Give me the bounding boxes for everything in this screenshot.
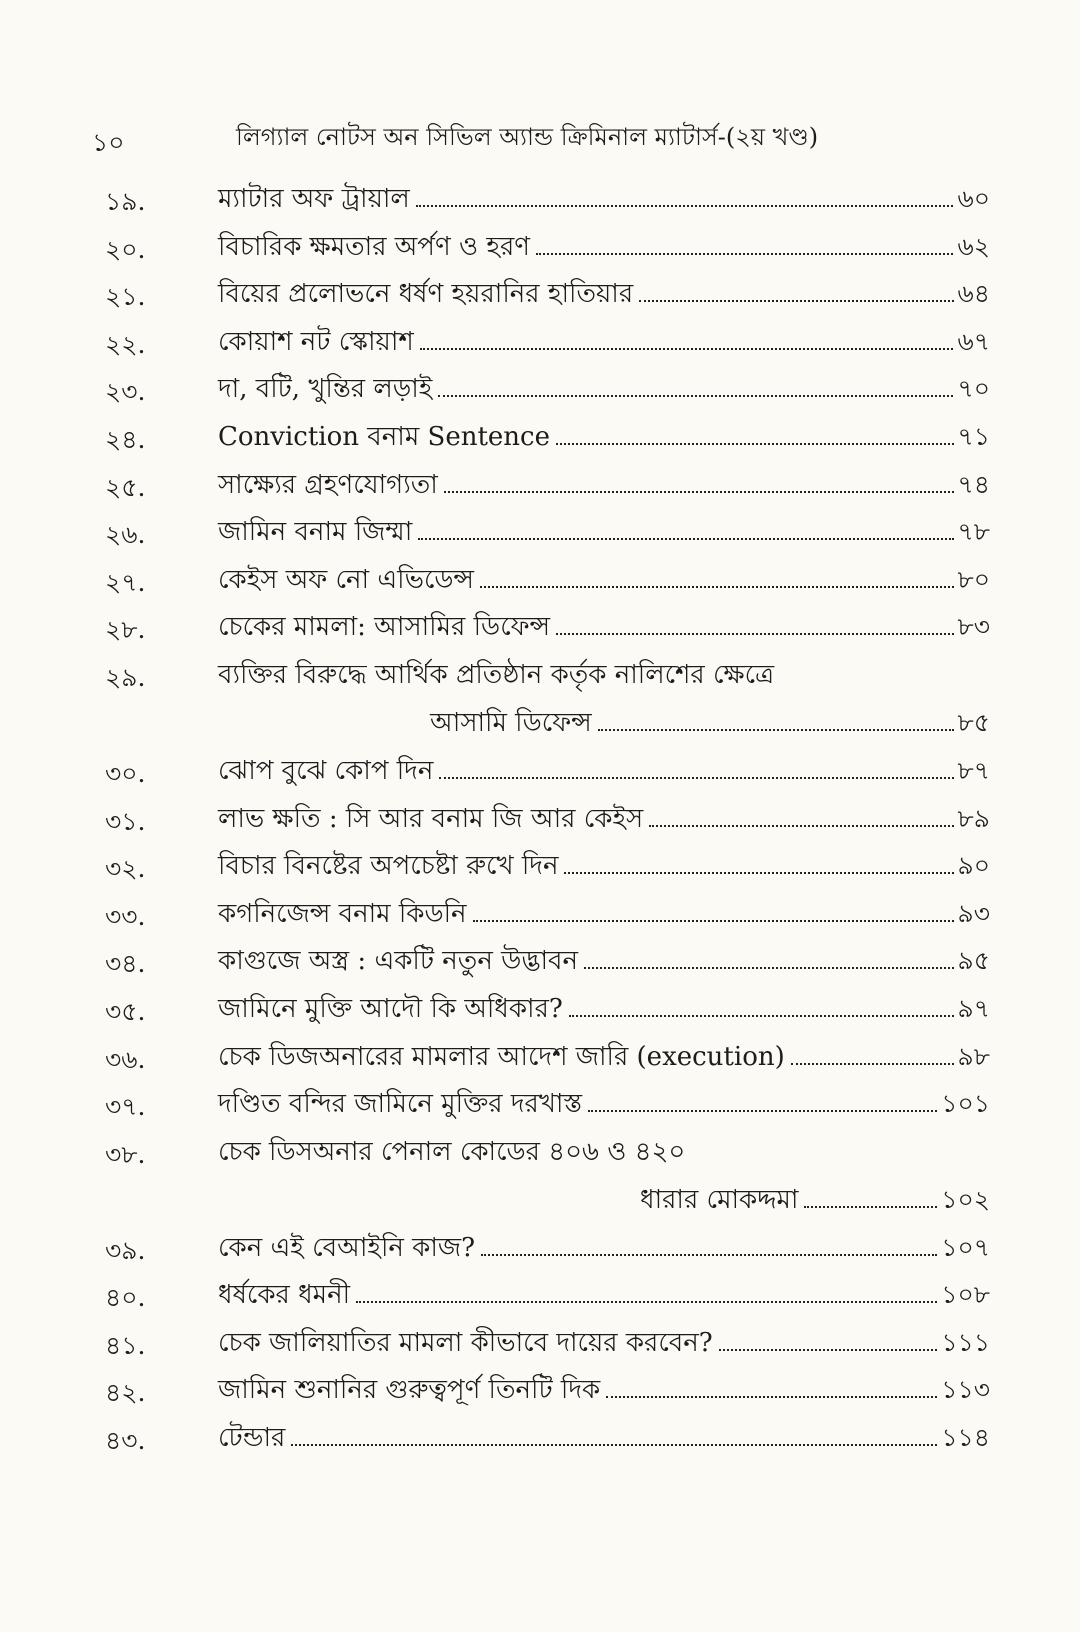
dot-leader — [791, 1063, 954, 1065]
entry-page: ৯৩ — [957, 898, 990, 928]
entry-number: ৩৪. — [105, 949, 146, 979]
entry-title: ম্যাটার অফ ট্রায়াল — [218, 184, 410, 214]
entry-page: ৬০ — [957, 184, 990, 213]
entry-number: ২৯. — [105, 662, 146, 692]
entry-number: ২১. — [105, 282, 146, 312]
entry-title: টেন্ডার — [218, 1423, 286, 1454]
entry-line — [218, 559, 990, 603]
dot-leader — [804, 1206, 937, 1208]
toc-entry — [0, 1272, 1080, 1320]
dot-leader — [416, 205, 954, 207]
entry-line — [218, 178, 990, 222]
toc-entry — [0, 366, 1080, 414]
entry-line — [218, 606, 990, 650]
entry-number: ৪১. — [105, 1330, 146, 1360]
entry-page: ৭৪ — [957, 469, 990, 499]
entry-number: ৩৮. — [105, 1139, 146, 1169]
dot-leader — [444, 491, 954, 493]
entry-title: কগনিজেন্স বনাম কিডনি — [218, 898, 467, 929]
running-title: লিগ্যাল নোটস অন সিভিল অ্যান্ড ক্রিমিনাল ম্যাটার্স-(২য় খণ্ড) — [236, 123, 819, 151]
entry-line — [218, 1369, 990, 1413]
entry-page: ৬৪ — [957, 279, 990, 309]
entry-title: ব্যক্তির বিরুদ্ধে আর্থিক প্রতিষ্ঠান কর্তৃক নালিশের ক্ষেত্রে — [218, 659, 775, 690]
entry-line — [218, 1417, 990, 1461]
entry-page: ১০৭ — [941, 1232, 990, 1262]
entry-line — [218, 1227, 990, 1271]
entry-page: ৮৫ — [957, 707, 990, 737]
dot-leader — [719, 1349, 938, 1351]
entry-line — [218, 1083, 990, 1127]
entry-title: কেইস অফ নো এভিডেন্স — [218, 564, 474, 595]
entry-number: ২৭. — [105, 567, 146, 597]
entry-line — [218, 940, 990, 984]
entry-title: ঝোপ বুঝে কোপ দিন — [218, 755, 434, 786]
entry-number: ৩৩. — [105, 901, 146, 931]
toc-entry — [0, 1415, 1080, 1463]
entry-title: চেক ডিজঅনারের মামলার আদেশ জারি (execution) — [218, 1041, 785, 1072]
entry-page: ১০২ — [941, 1184, 990, 1214]
toc-entry — [0, 509, 1080, 557]
entry-page: ১১১ — [941, 1327, 990, 1357]
toc-entry — [0, 604, 1080, 652]
toc-entry — [0, 1225, 1080, 1273]
toc-entry — [0, 796, 1080, 844]
entry-title-continuation: ধারার মোকদ্দমা — [640, 1184, 799, 1215]
toc-entry — [0, 176, 1080, 224]
dot-leader — [584, 967, 954, 969]
toc-entry — [0, 224, 1080, 272]
toc-entry — [0, 938, 1080, 986]
entry-number: ২৮. — [105, 615, 146, 645]
dot-leader — [536, 253, 953, 255]
entry-line — [218, 416, 990, 460]
entry-number: ৪০. — [105, 1283, 146, 1313]
dot-leader — [291, 1444, 937, 1446]
entry-title: ধর্ষকের ধমনী — [218, 1280, 351, 1311]
entry-page: ৯৭ — [957, 993, 990, 1023]
entry-number: ৩৫. — [105, 996, 146, 1026]
entry-page: ৮৩ — [957, 612, 990, 642]
entry-line — [218, 368, 990, 412]
toc-entry — [0, 319, 1080, 367]
dot-leader — [639, 300, 953, 302]
entry-number: ৩৯. — [105, 1235, 146, 1265]
entry-title: জামিনে মুক্তি আদৌ কি অধিকার? — [218, 993, 563, 1024]
toc-entry — [0, 1367, 1080, 1415]
entry-page: ১০৮ — [941, 1280, 990, 1310]
toc-entry — [0, 271, 1080, 319]
entry-page: ৮৭ — [957, 755, 990, 785]
toc-entry — [0, 748, 1080, 796]
entry-line — [218, 226, 990, 270]
entry-number: ৩৭. — [105, 1092, 146, 1122]
entry-line — [218, 273, 990, 317]
entry-title: বিচার বিনষ্টের অপচেষ্টা রুখে দিন — [218, 851, 559, 882]
dot-leader — [606, 1396, 937, 1398]
entry-title: চেকের মামলা: আসামির ডিফেন্স — [218, 612, 551, 643]
entry-title: দণ্ডিত বন্দির জামিনে মুক্তির দরখাস্ত — [218, 1089, 583, 1120]
table-of-contents — [0, 176, 1080, 1463]
entry-number: ২২. — [105, 329, 146, 359]
entry-title-continuation-line — [430, 702, 990, 746]
entry-page: ৯৮ — [957, 1041, 990, 1071]
entry-title: বিচারিক ক্ষমতার অর্পণ ও হরণ — [218, 231, 531, 262]
entry-page: ৬৭ — [957, 326, 990, 356]
entry-line — [218, 845, 990, 889]
entry-line — [218, 893, 990, 937]
entry-page: ৮৯ — [957, 803, 990, 833]
toc-entry — [0, 1081, 1080, 1129]
entry-number: ৩৬. — [105, 1044, 146, 1074]
toc-entry — [0, 843, 1080, 891]
entry-title: জামিন শুনানির গুরুত্বপূর্ণ তিনটি দিক — [218, 1375, 601, 1406]
toc-entry — [0, 414, 1080, 462]
toc-entry — [0, 1320, 1080, 1368]
entry-number: ৩১. — [105, 806, 146, 836]
entry-page: ৮০ — [957, 564, 990, 594]
dot-leader — [598, 729, 954, 731]
dot-leader — [556, 443, 954, 445]
entry-page: ১১৪ — [941, 1423, 990, 1453]
toc-entry — [0, 462, 1080, 510]
entry-title: চেক জালিয়াতির মামলা কীভাবে দায়ের করবেন? — [218, 1327, 713, 1358]
entry-number: ৩০. — [105, 758, 146, 788]
page-number: ১০ — [92, 128, 125, 157]
entry-page: ৭১ — [957, 421, 990, 451]
toc-entry — [0, 1129, 1080, 1225]
entry-number: ২৬. — [105, 520, 146, 550]
toc-entry — [0, 557, 1080, 605]
dot-leader — [439, 777, 953, 779]
entry-page: ৭৮ — [957, 517, 990, 547]
entry-number: ১৯. — [105, 187, 146, 216]
entry-title: জামিন বনাম জিম্মা — [218, 517, 413, 548]
entry-number: ২৩. — [105, 377, 146, 407]
entry-number: ৪৩. — [105, 1426, 146, 1456]
entry-title-continuation: আসামি ডিফেন্স — [430, 707, 592, 738]
dot-leader — [356, 1301, 937, 1303]
entry-title: কাগুজে অস্ত্র : একটি নতুন উদ্ভাবন — [218, 946, 579, 977]
dot-leader — [480, 586, 954, 588]
entry-page: ৭০ — [957, 374, 990, 404]
entry-number: ৪২. — [105, 1378, 146, 1408]
dot-leader — [420, 348, 954, 350]
dot-leader — [649, 825, 953, 827]
dot-leader — [588, 1110, 937, 1112]
entry-page: ১০১ — [941, 1089, 990, 1119]
entry-number: ২৪. — [105, 424, 146, 454]
entry-title: কেন এই বেআইনি কাজ? — [218, 1232, 476, 1263]
entry-title: বিয়ের প্রলোভনে ধর্ষণ হয়রানির হাতিয়ার — [218, 279, 634, 310]
toc-entry — [0, 891, 1080, 939]
entry-line — [218, 321, 990, 365]
entry-title: চেক ডিসঅনার পেনাল কোডের ৪০৬ ও ৪২০ — [218, 1136, 686, 1167]
entry-page: ৯০ — [957, 851, 990, 881]
running-header — [0, 115, 1080, 155]
entry-title: লাভ ক্ষতি : সি আর বনাম জি আর কেইস — [218, 803, 644, 834]
entry-line — [218, 988, 990, 1032]
entry-line — [218, 464, 990, 508]
dot-leader — [556, 633, 953, 635]
entry-line — [218, 1322, 990, 1366]
entry-line — [218, 511, 990, 555]
dot-leader — [481, 1254, 937, 1256]
dot-leader — [569, 1015, 954, 1017]
entry-line — [218, 1036, 990, 1080]
entry-title-continuation-line — [640, 1179, 990, 1223]
toc-entry — [0, 1034, 1080, 1082]
entry-title: Conviction বনাম Sentence — [218, 421, 550, 452]
entry-number: ২০. — [105, 234, 146, 264]
entry-number: ৩২. — [105, 854, 146, 884]
entry-line — [218, 750, 990, 794]
dot-leader — [418, 538, 953, 540]
entry-title: কোয়াশ নট স্কোয়াশ — [218, 326, 414, 357]
entry-page: ৬২ — [957, 231, 990, 261]
entry-page: ১১৩ — [941, 1375, 990, 1405]
dot-leader — [564, 872, 953, 874]
entry-page: ৯৫ — [957, 946, 990, 976]
dot-leader — [438, 395, 953, 397]
entry-number: ২৫. — [105, 472, 146, 502]
entry-line — [218, 1274, 990, 1318]
entry-title: সাক্ষ্যের গ্রহণযোগ্যতা — [218, 469, 438, 500]
entry-line — [218, 798, 990, 842]
dot-leader — [473, 920, 954, 922]
toc-entry — [0, 986, 1080, 1034]
entry-title: দা, বটি, খুন্তির লড়াই — [218, 374, 433, 405]
toc-entry — [0, 652, 1080, 748]
